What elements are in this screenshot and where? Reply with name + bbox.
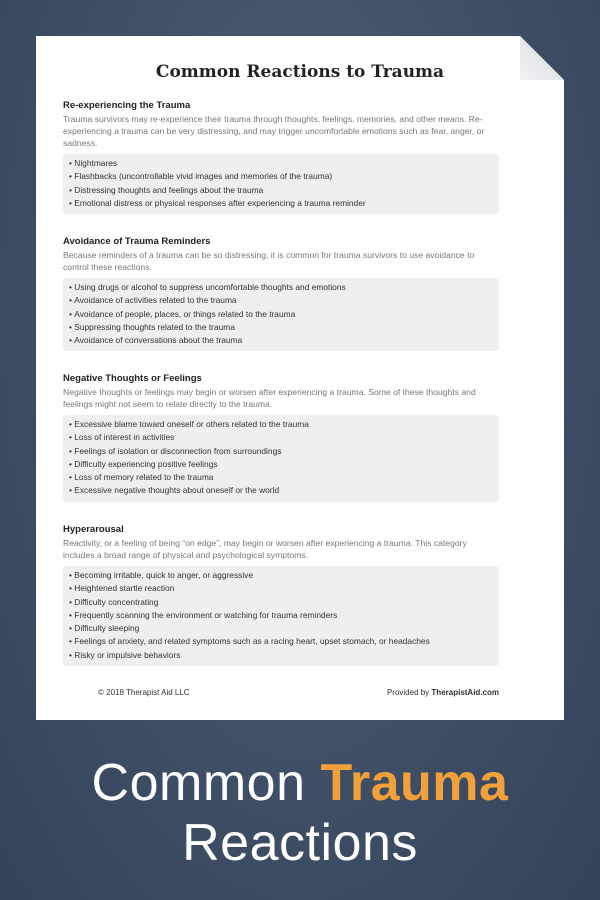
list-item: • Distressing thoughts and feelings about the trauma xyxy=(69,184,493,197)
list-item: • Excessive blame toward oneself or others related to the trauma xyxy=(69,418,493,431)
banner-word-reactions: Reactions xyxy=(182,814,418,872)
list-item: • Difficulty sleeping xyxy=(69,622,493,635)
section-description: Because reminders of a trauma can be so distressing, it is common for trauma survivors to use avoidance to control these reactions. xyxy=(63,250,475,272)
list-item: • Emotional distress or physical responses after experiencing a trauma reminder xyxy=(69,197,493,210)
list-item: • Nightmares xyxy=(69,157,493,170)
list-item: • Heightened startle reaction xyxy=(69,582,493,595)
list-item: • Feelings of isolation or disconnection from surroundings xyxy=(69,445,493,458)
section-title: Hyperarousal xyxy=(63,524,124,535)
list-item: • Excessive negative thoughts about oneself or the world xyxy=(69,484,493,497)
list-item: • Loss of interest in activities xyxy=(69,431,493,444)
list-item: • Using drugs or alcohol to suppress uncomfortable thoughts and emotions xyxy=(69,281,493,294)
list-item: • Avoidance of activities related to the trauma xyxy=(69,294,493,307)
list-item: • Avoidance of conversations about the trauma xyxy=(69,334,493,347)
list-item: • Flashbacks (uncontrollable vivid images and memories of the trauma) xyxy=(69,170,493,183)
banner-line-1 xyxy=(0,754,600,812)
provided-by xyxy=(387,688,499,697)
symptom-list xyxy=(63,566,499,666)
section-hyperarousal xyxy=(63,524,499,666)
symptom-list xyxy=(63,415,499,502)
site-link[interactable]: TherapistAid.com xyxy=(431,688,499,697)
list-item: • Becoming irritable, quick to anger, or aggressive xyxy=(69,569,493,582)
list-item: • Feelings of anxiety, and related symptoms such as a racing heart, upset stomach, or headaches xyxy=(69,635,493,648)
document-title: Common Reactions to Trauma xyxy=(155,62,445,82)
section-re-experiencing xyxy=(63,100,499,214)
list-item: • Avoidance of people, places, or things related to the trauma xyxy=(69,308,493,321)
list-item: • Frequently scanning the environment or watching for trauma reminders xyxy=(69,609,493,622)
section-avoidance xyxy=(63,236,499,351)
banner-word-trauma: Trauma xyxy=(320,754,509,812)
provided-by-label: Provided by xyxy=(386,688,430,697)
list-item: • Suppressing thoughts related to the trauma xyxy=(69,321,493,334)
banner-word-common: Common xyxy=(91,754,306,812)
list-item: • Difficulty experiencing positive feelings xyxy=(69,458,493,471)
list-item: • Risky or impulsive behaviors xyxy=(69,649,493,662)
section-title: Avoidance of Trauma Reminders xyxy=(63,236,211,247)
symptom-list xyxy=(63,278,499,351)
list-item: • Difficulty concentrating xyxy=(69,596,493,609)
banner-line-2 xyxy=(0,814,600,872)
section-title: Negative Thoughts or Feelings xyxy=(63,373,202,384)
symptom-list xyxy=(63,154,499,214)
copyright-text: © 2018 Therapist Aid LLC xyxy=(98,688,190,697)
section-negative-thoughts xyxy=(63,373,499,502)
section-title: Re-experiencing the Trauma xyxy=(63,100,191,111)
section-description: Trauma survivors may re-experience their trauma through thoughts, feelings, memories, and other means. Re-experiencing a trauma can be very distressing, and may trigger uncomfortable emotions such as fear, anger, or sadness. xyxy=(63,114,485,148)
section-description: Reactivity, or a feeling of being “on edge”, may begin or worsen after experiencing a trauma. This category includes a broad range of physical and psychological symptoms. xyxy=(63,538,467,560)
list-item: • Loss of memory related to the trauma xyxy=(69,471,493,484)
section-description: Negative thoughts or feelings may begin or worsen after experiencing a trauma. Some of these thoughts and feelings might not seem to relate directly to the trauma. xyxy=(63,387,476,409)
